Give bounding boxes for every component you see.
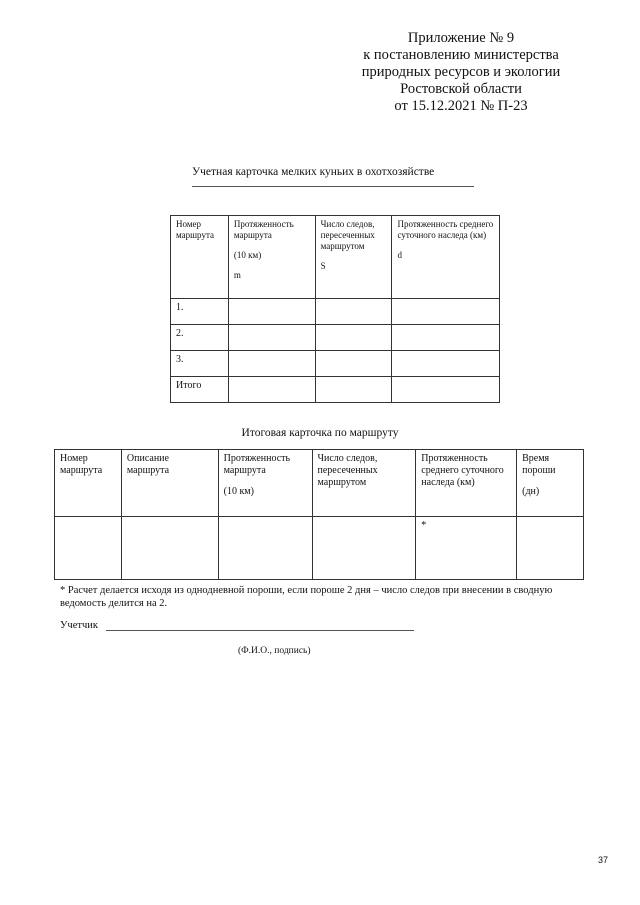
page-number: 37 — [598, 855, 609, 865]
table-cell[interactable] — [392, 377, 500, 403]
footnote: * Расчет делается исходя из однодневной пороши, если пороше 2 дня – число следов при внесении в сводную ведомость делится на 2. — [60, 585, 553, 609]
table-cell[interactable] — [392, 299, 500, 325]
table-row — [171, 351, 500, 377]
header-label: Протяженность маршрута — [233, 219, 294, 240]
header-unit: (10 км) — [223, 486, 254, 497]
header-unit: (10 км) — [233, 250, 262, 260]
row-label: Итого — [171, 377, 229, 403]
signer-label: Учетчик — [60, 620, 98, 631]
table-cell[interactable] — [218, 517, 312, 580]
row-label: 1. — [171, 299, 229, 325]
table-cell[interactable] — [228, 299, 315, 325]
col-route-description — [121, 450, 218, 517]
table-row — [171, 377, 500, 403]
card2-title: Итоговая карточка по маршруту — [241, 427, 399, 439]
header-label: Протяженность среднего суточного наследа (км) — [397, 219, 494, 240]
table-cell[interactable] — [517, 517, 584, 580]
table-cell[interactable] — [228, 377, 315, 403]
table-row — [171, 299, 500, 325]
card1-table — [170, 215, 500, 403]
header-line: от 15.12.2021 № П-23 — [394, 98, 528, 114]
header-label: Номер маршрута — [60, 453, 103, 476]
header-label: Протяженность маршрута — [223, 453, 291, 476]
card2-header-row — [55, 450, 584, 517]
col-route-length — [228, 216, 315, 299]
header-label: Описание маршрута — [126, 453, 170, 476]
col-trail-length — [416, 450, 517, 517]
header-unit: (дн) — [522, 486, 540, 497]
col-route-number — [55, 450, 122, 517]
header-line: к постановлению министерства — [363, 47, 559, 63]
card2-table — [54, 449, 584, 580]
table-cell[interactable] — [312, 517, 416, 580]
table-cell[interactable] — [228, 351, 315, 377]
table-cell[interactable] — [121, 517, 218, 580]
header-line: Ростовской области — [400, 81, 522, 97]
col-route-length — [218, 450, 312, 517]
header-label: Число следов, пересеченных маршрутом — [317, 453, 378, 488]
table-cell[interactable] — [315, 325, 392, 351]
header-label: Время пороши — [522, 453, 556, 476]
table-cell[interactable] — [315, 299, 392, 325]
table-cell[interactable] — [315, 377, 392, 403]
signature-caption: (Ф.И.О., подпись) — [238, 646, 311, 656]
col-tracks-count — [315, 216, 392, 299]
header-line: природных ресурсов и экологии — [361, 64, 561, 80]
table-cell[interactable] — [416, 517, 517, 580]
table-cell[interactable] — [392, 325, 500, 351]
card1-header-row — [171, 216, 500, 299]
header-label: Число следов, пересеченных маршрутом — [320, 219, 375, 251]
table-cell[interactable] — [315, 351, 392, 377]
col-trail-length — [392, 216, 500, 299]
header-label: Номер маршрута — [176, 219, 214, 240]
header-symbol: S — [320, 261, 326, 271]
signature-line[interactable] — [106, 630, 414, 631]
table-cell[interactable] — [228, 325, 315, 351]
table-row — [171, 325, 500, 351]
col-tracks-count — [312, 450, 416, 517]
table-row — [55, 517, 584, 580]
header-label: Протяженность среднего суточного наследа (км) — [421, 453, 504, 488]
table-cell[interactable] — [55, 517, 122, 580]
row-label: 3. — [171, 351, 229, 377]
header-symbol: m — [233, 270, 241, 280]
row-label: 2. — [171, 325, 229, 351]
header-line: Приложение № 9 — [407, 30, 515, 46]
appendix-header — [330, 30, 592, 115]
col-snow-time — [517, 450, 584, 517]
header-symbol: d — [397, 250, 402, 260]
footnote-mark: * — [421, 520, 427, 531]
card1-title: Учетная карточка мелких куньих в охотхозяйстве — [192, 166, 474, 187]
col-route-number — [171, 216, 229, 299]
table-cell[interactable] — [392, 351, 500, 377]
